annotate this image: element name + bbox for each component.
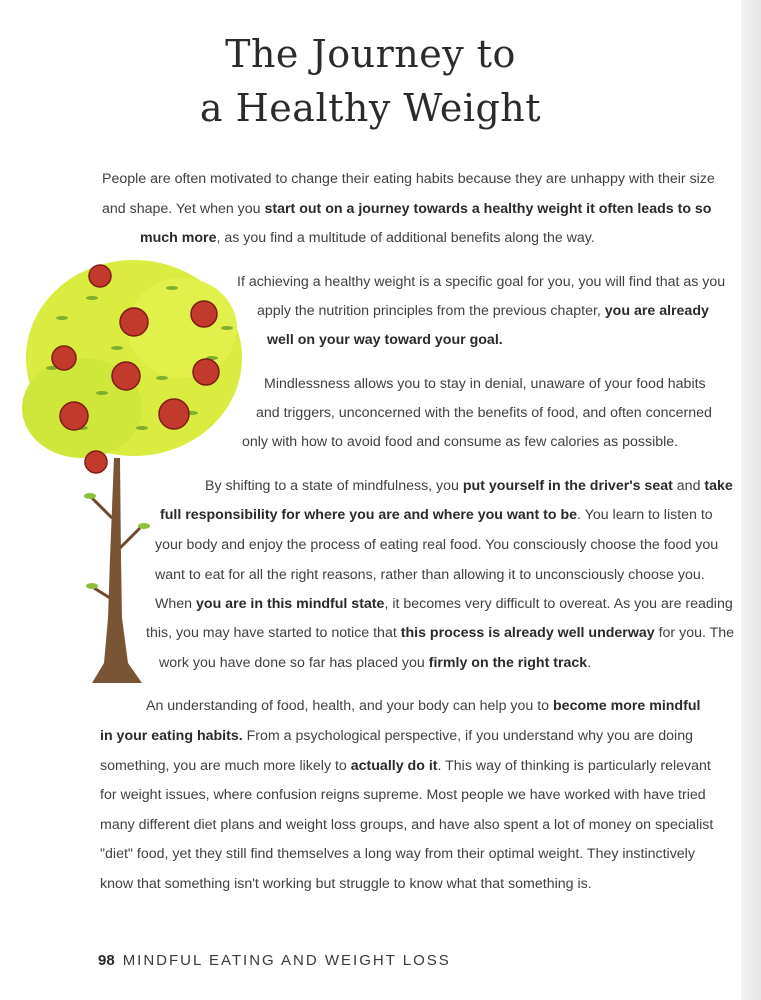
rose-flower [193, 359, 219, 385]
paragraph-4-line: full responsibility for where you are and where you want to be. You learn to listen to [160, 507, 713, 523]
paragraph-4-line: By shifting to a state of mindfulness, you put yourself in the driver's seat and take [205, 478, 733, 494]
rose-flower [52, 346, 76, 370]
paragraph-5-line: for weight issues, where confusion reigns supreme. Most people we have worked with have tried [100, 787, 706, 803]
paragraph-2-line: apply the nutrition principles from the previous chapter, you are already [257, 303, 709, 319]
emphasis-text: become more mindful [553, 698, 701, 714]
paragraph-1-line: much more, as you find a multitude of additional benefits along the way. [140, 230, 595, 246]
paragraph-2-line [267, 332, 503, 348]
paragraph-3-line: only with how to avoid food and consume as few calories as possible. [242, 434, 679, 450]
rose-flower [191, 301, 217, 327]
paragraph-5-line: "diet" food, yet they still find themselves a long way from their optimal weight. They instinctively [100, 846, 695, 862]
page-edge [741, 0, 761, 1000]
paragraph-4-line: want to eat for all the right reasons, rather than allowing it to unconsciously choose you. [155, 567, 705, 583]
paragraph-4-line: your body and enjoy the process of eating real food. You consciously choose the food you [155, 537, 719, 553]
paragraph-3-line: and triggers, unconcerned with the benefits of food, and often concerned [256, 405, 712, 421]
paragraph-4-line: this, you may have started to notice that this process is already well underway for you. The [146, 625, 735, 641]
paragraph-5-line: something, you are much more likely to actually do it. This way of thinking is particularly relevant [100, 758, 711, 774]
running-title: MINDFUL EATING AND WEIGHT LOSS [122, 952, 451, 969]
paragraph-1-line: People are often motivated to change their eating habits because they are unhappy with their size [102, 171, 715, 187]
paragraph-3-line: Mindlessness allows you to stay in denial, unaware of your food habits [264, 376, 706, 392]
emphasis-text: take [704, 478, 733, 494]
emphasis-text: in your eating habits. [100, 728, 243, 744]
emphasis-text: this process is already well underway [400, 625, 655, 641]
emphasis-text: you are in this mindful state [196, 596, 385, 612]
page-title-line-1: The Journey to [225, 32, 516, 76]
tree-trunk [84, 458, 150, 683]
emphasis-text: much more [140, 230, 217, 246]
rose-flower [89, 265, 111, 287]
paragraph-1-line: and shape. Yet when you start out on a journey towards a healthy weight it often leads to so [102, 201, 712, 217]
rose-flower [85, 451, 107, 473]
emphasis-text: well on your way toward your goal. [267, 332, 503, 348]
rose-flower [159, 399, 189, 429]
paragraph-4-line: work you have done so far has placed you firmly on the right track. [159, 655, 592, 671]
rose-flower [120, 308, 148, 336]
emphasis-text: actually do it [350, 758, 438, 774]
page-footer [98, 952, 451, 969]
emphasis-text: start out on a journey towards a healthy weight it often leads to so [264, 201, 712, 217]
emphasis-text: full responsibility for where you are and where you want to be [160, 507, 578, 523]
emphasis-text: put yourself in the driver's seat [462, 478, 673, 494]
page-number: 98 [98, 952, 115, 969]
rose-flower [60, 402, 88, 430]
paragraph-5-line: An understanding of food, health, and your body can help you to become more mindful [146, 698, 701, 714]
paragraph-4-line: When you are in this mindful state, it becomes very difficult to overeat. As you are reading [155, 596, 733, 612]
page-title-line-2: a Healthy Weight [199, 86, 542, 130]
paragraph-5-line: know that something isn't working but struggle to know what that something is. [100, 876, 592, 892]
paragraph-5-line: in your eating habits. From a psychological perspective, if you understand why you are doing [100, 728, 693, 744]
tree-illustration [22, 258, 247, 688]
rose-flower [112, 362, 140, 390]
paragraph-2-line: If achieving a healthy weight is a specific goal for you, you will find that as you [237, 274, 726, 290]
emphasis-text: you are already [604, 303, 709, 319]
emphasis-text: firmly on the right track [428, 655, 588, 671]
paragraph-5-line: many different diet plans and weight loss groups, and have also spent a lot of money on specialist [100, 817, 714, 833]
